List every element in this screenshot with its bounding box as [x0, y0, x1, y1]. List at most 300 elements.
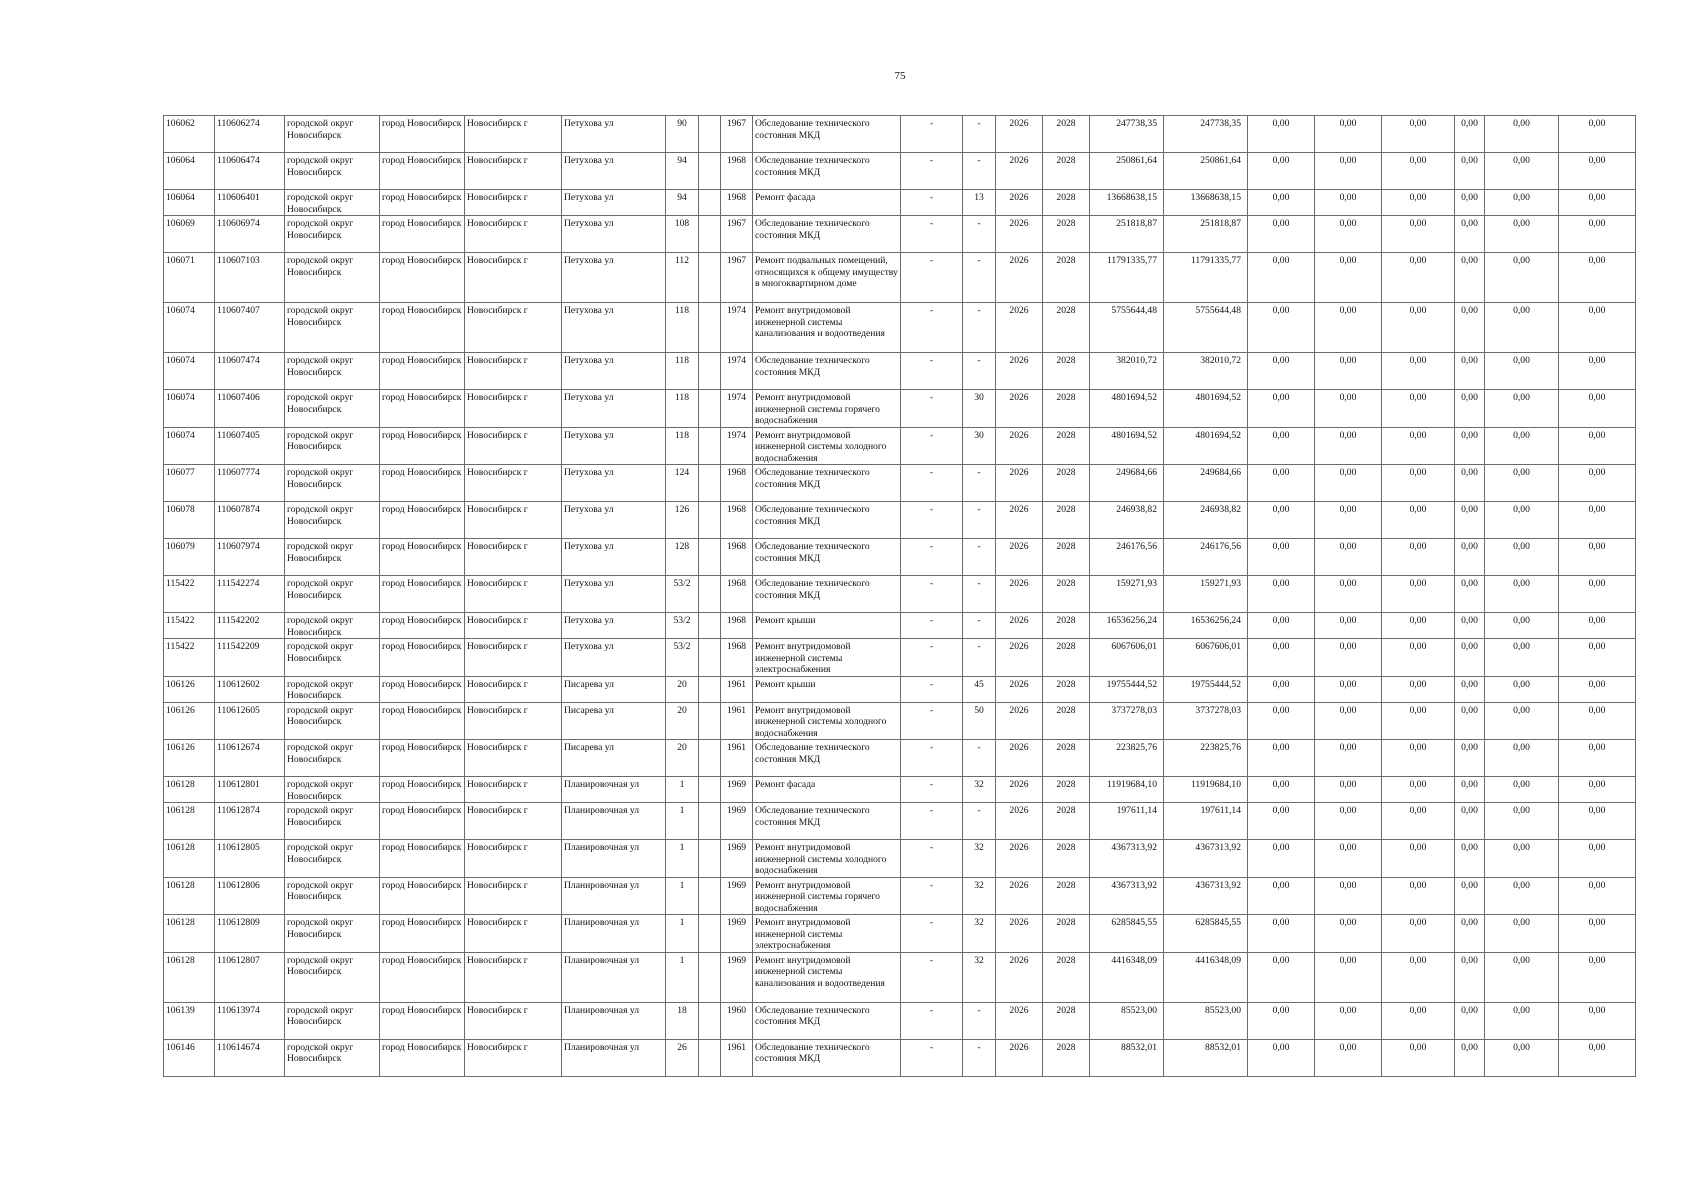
table-row [164, 216, 1636, 253]
cell-amount-3: 0,00 [1382, 676, 1455, 702]
cell-amount-5: 0,00 [1485, 613, 1559, 639]
cell-year: 1968 [721, 576, 753, 613]
cell-district: городской округ Новосибирск [285, 1002, 380, 1039]
table-row [164, 840, 1636, 878]
cell-district: городской округ Новосибирск [285, 539, 380, 576]
cell-amount-1: 0,00 [1248, 190, 1315, 216]
cell-municipality: город Новосибирск [380, 116, 465, 153]
cell-amount-5: 0,00 [1485, 777, 1559, 803]
cell-wear-percent: 50 [963, 702, 996, 740]
cell-volume: - [901, 153, 963, 190]
table-row [164, 390, 1636, 428]
cell-wear-percent: - [963, 216, 996, 253]
cell-city: Новосибирск г [465, 153, 562, 190]
cell-object-id: 106139 [164, 1002, 215, 1039]
cell-amount-1: 0,00 [1248, 1039, 1315, 1076]
cell-district: городской округ Новосибирск [285, 702, 380, 740]
cell-amount-3: 0,00 [1382, 303, 1455, 353]
cell-amount-6: 0,00 [1559, 702, 1636, 740]
cell-amount-1: 0,00 [1248, 915, 1315, 953]
cell-amount-1: 0,00 [1248, 539, 1315, 576]
table-row [164, 502, 1636, 539]
cell-work-code: 110612874 [215, 803, 285, 840]
cell-work-code: 110612674 [215, 740, 285, 777]
cell-start-year: 2026 [996, 427, 1043, 465]
cell-work-code: 110606274 [215, 116, 285, 153]
cell-cost: 88532,01 [1090, 1039, 1164, 1076]
cell-total-cost: 251818,87 [1164, 216, 1248, 253]
cell-volume: - [901, 702, 963, 740]
cell-volume: - [901, 539, 963, 576]
cell-street: Петухова ул [562, 576, 666, 613]
cell-amount-2: 0,00 [1315, 777, 1382, 803]
cell-amount-4: 0,00 [1455, 253, 1485, 303]
cell-amount-2: 0,00 [1315, 1002, 1382, 1039]
cell-volume: - [901, 1039, 963, 1076]
cell-year: 1961 [721, 702, 753, 740]
cell-object-id: 106128 [164, 952, 215, 1002]
cell-volume: - [901, 576, 963, 613]
cell-amount-6: 0,00 [1559, 153, 1636, 190]
cell-amount-3: 0,00 [1382, 915, 1455, 953]
cell-amount-4: 0,00 [1455, 840, 1485, 878]
cell-amount-3: 0,00 [1382, 539, 1455, 576]
cell-amount-4: 0,00 [1455, 153, 1485, 190]
cell-amount-3: 0,00 [1382, 877, 1455, 915]
cell-work-code: 110607774 [215, 465, 285, 502]
cell-total-cost: 4367313,92 [1164, 877, 1248, 915]
cell-work-code: 110607974 [215, 539, 285, 576]
cell-amount-5: 0,00 [1485, 539, 1559, 576]
cell-house: 118 [666, 427, 699, 465]
cell-wear-percent: - [963, 576, 996, 613]
cell-start-year: 2026 [996, 390, 1043, 428]
cell-amount-4: 0,00 [1455, 427, 1485, 465]
cell-cost: 6067606,01 [1090, 639, 1164, 677]
cell-city: Новосибирск г [465, 613, 562, 639]
cell-volume: - [901, 613, 963, 639]
cell-cost: 4801694,52 [1090, 390, 1164, 428]
table-row [164, 613, 1636, 639]
cell-object-id: 106128 [164, 915, 215, 953]
cell-amount-3: 0,00 [1382, 613, 1455, 639]
cell-cost: 249684,66 [1090, 465, 1164, 502]
cell-district: городской округ Новосибирск [285, 303, 380, 353]
cell-work-code: 110607474 [215, 353, 285, 390]
cell-district: городской округ Новосибирск [285, 353, 380, 390]
cell-wear-percent: - [963, 303, 996, 353]
cell-total-cost: 382010,72 [1164, 353, 1248, 390]
cell-end-year: 2028 [1043, 427, 1090, 465]
cell-end-year: 2028 [1043, 613, 1090, 639]
cell-amount-3: 0,00 [1382, 465, 1455, 502]
cell-amount-4: 0,00 [1455, 390, 1485, 428]
cell-cost: 11919684,10 [1090, 777, 1164, 803]
cell-district: городской округ Новосибирск [285, 740, 380, 777]
cell-end-year: 2028 [1043, 740, 1090, 777]
cell-total-cost: 159271,93 [1164, 576, 1248, 613]
cell-amount-5: 0,00 [1485, 877, 1559, 915]
repair-program-table [163, 115, 1636, 1077]
cell-street: Петухова ул [562, 427, 666, 465]
cell-amount-4: 0,00 [1455, 952, 1485, 1002]
cell-house: 53/2 [666, 639, 699, 677]
cell-volume: - [901, 303, 963, 353]
table-row [164, 116, 1636, 153]
cell-building [699, 427, 721, 465]
cell-amount-6: 0,00 [1559, 777, 1636, 803]
cell-amount-1: 0,00 [1248, 613, 1315, 639]
cell-house: 53/2 [666, 576, 699, 613]
cell-district: городской округ Новосибирск [285, 613, 380, 639]
cell-work-type: Ремонт внутридомовой инженерной системы канализования и водоотведения [753, 303, 901, 353]
table-row [164, 952, 1636, 1002]
cell-amount-6: 0,00 [1559, 740, 1636, 777]
cell-cost: 11791335,77 [1090, 253, 1164, 303]
cell-wear-percent: - [963, 1002, 996, 1039]
table-row [164, 877, 1636, 915]
cell-work-type: Ремонт внутридомовой инженерной системы холодного водоснабжения [753, 427, 901, 465]
cell-municipality: город Новосибирск [380, 216, 465, 253]
table-row [164, 1002, 1636, 1039]
cell-amount-2: 0,00 [1315, 740, 1382, 777]
cell-wear-percent: - [963, 153, 996, 190]
cell-end-year: 2028 [1043, 877, 1090, 915]
cell-volume: - [901, 116, 963, 153]
cell-building [699, 116, 721, 153]
cell-total-cost: 249684,66 [1164, 465, 1248, 502]
cell-end-year: 2028 [1043, 253, 1090, 303]
cell-amount-4: 0,00 [1455, 216, 1485, 253]
cell-work-type: Обследование технического состояния МКД [753, 539, 901, 576]
cell-amount-2: 0,00 [1315, 952, 1382, 1002]
cell-municipality: город Новосибирск [380, 877, 465, 915]
table-row [164, 303, 1636, 353]
cell-district: городской округ Новосибирск [285, 777, 380, 803]
cell-amount-6: 0,00 [1559, 915, 1636, 953]
cell-end-year: 2028 [1043, 153, 1090, 190]
cell-year: 1969 [721, 840, 753, 878]
cell-work-type: Ремонт внутридомовой инженерной системы горячего водоснабжения [753, 390, 901, 428]
cell-end-year: 2028 [1043, 702, 1090, 740]
table-row [164, 153, 1636, 190]
cell-volume: - [901, 465, 963, 502]
cell-cost: 247738,35 [1090, 116, 1164, 153]
table-row [164, 1039, 1636, 1076]
cell-total-cost: 197611,14 [1164, 803, 1248, 840]
cell-city: Новосибирск г [465, 502, 562, 539]
cell-building [699, 353, 721, 390]
cell-amount-2: 0,00 [1315, 1039, 1382, 1076]
cell-amount-2: 0,00 [1315, 915, 1382, 953]
cell-house: 1 [666, 952, 699, 1002]
cell-work-type: Обследование технического состояния МКД [753, 803, 901, 840]
cell-amount-5: 0,00 [1485, 216, 1559, 253]
cell-municipality: город Новосибирск [380, 702, 465, 740]
cell-total-cost: 85523,00 [1164, 1002, 1248, 1039]
cell-wear-percent: - [963, 539, 996, 576]
cell-amount-1: 0,00 [1248, 253, 1315, 303]
cell-wear-percent: 30 [963, 427, 996, 465]
cell-amount-3: 0,00 [1382, 190, 1455, 216]
cell-building [699, 952, 721, 1002]
cell-amount-2: 0,00 [1315, 153, 1382, 190]
cell-cost: 4367313,92 [1090, 840, 1164, 878]
cell-year: 1968 [721, 153, 753, 190]
cell-work-type: Обследование технического состояния МКД [753, 1039, 901, 1076]
cell-district: городской округ Новосибирск [285, 427, 380, 465]
cell-building [699, 803, 721, 840]
cell-cost: 85523,00 [1090, 1002, 1164, 1039]
cell-amount-3: 0,00 [1382, 390, 1455, 428]
cell-volume: - [901, 427, 963, 465]
cell-amount-6: 0,00 [1559, 639, 1636, 677]
cell-municipality: город Новосибирск [380, 803, 465, 840]
cell-volume: - [901, 502, 963, 539]
cell-year: 1968 [721, 502, 753, 539]
cell-amount-1: 0,00 [1248, 740, 1315, 777]
cell-amount-4: 0,00 [1455, 502, 1485, 539]
cell-amount-2: 0,00 [1315, 502, 1382, 539]
cell-house: 94 [666, 190, 699, 216]
cell-municipality: город Новосибирск [380, 353, 465, 390]
cell-amount-5: 0,00 [1485, 676, 1559, 702]
cell-amount-2: 0,00 [1315, 353, 1382, 390]
cell-end-year: 2028 [1043, 116, 1090, 153]
cell-amount-6: 0,00 [1559, 613, 1636, 639]
cell-building [699, 877, 721, 915]
cell-end-year: 2028 [1043, 539, 1090, 576]
cell-volume: - [901, 740, 963, 777]
cell-work-type: Обследование технического состояния МКД [753, 216, 901, 253]
cell-amount-2: 0,00 [1315, 877, 1382, 915]
cell-house: 108 [666, 216, 699, 253]
cell-amount-3: 0,00 [1382, 777, 1455, 803]
cell-district: городской округ Новосибирск [285, 915, 380, 953]
cell-end-year: 2028 [1043, 303, 1090, 353]
cell-object-id: 106074 [164, 303, 215, 353]
cell-house: 20 [666, 676, 699, 702]
cell-work-type: Ремонт внутридомовой инженерной системы электроснабжения [753, 915, 901, 953]
cell-start-year: 2026 [996, 702, 1043, 740]
cell-work-code: 110612602 [215, 676, 285, 702]
cell-work-type: Обследование технического состояния МКД [753, 353, 901, 390]
cell-cost: 4801694,52 [1090, 427, 1164, 465]
cell-amount-4: 0,00 [1455, 1039, 1485, 1076]
cell-work-code: 110612801 [215, 777, 285, 803]
cell-work-code: 110607103 [215, 253, 285, 303]
cell-volume: - [901, 190, 963, 216]
cell-volume: - [901, 216, 963, 253]
cell-street: Планировочная ул [562, 840, 666, 878]
cell-wear-percent: 32 [963, 840, 996, 878]
cell-end-year: 2028 [1043, 190, 1090, 216]
cell-amount-3: 0,00 [1382, 639, 1455, 677]
cell-city: Новосибирск г [465, 303, 562, 353]
cell-object-id: 115422 [164, 576, 215, 613]
cell-cost: 382010,72 [1090, 353, 1164, 390]
cell-work-type: Ремонт внутридомовой инженерной системы электроснабжения [753, 639, 901, 677]
cell-amount-5: 0,00 [1485, 915, 1559, 953]
cell-amount-3: 0,00 [1382, 1039, 1455, 1076]
cell-amount-5: 0,00 [1485, 303, 1559, 353]
cell-building [699, 576, 721, 613]
cell-amount-2: 0,00 [1315, 253, 1382, 303]
cell-total-cost: 4416348,09 [1164, 952, 1248, 1002]
cell-year: 1967 [721, 216, 753, 253]
cell-municipality: город Новосибирск [380, 390, 465, 428]
cell-work-type: Обследование технического состояния МКД [753, 465, 901, 502]
cell-street: Писарева ул [562, 676, 666, 702]
cell-city: Новосибирск г [465, 777, 562, 803]
cell-street: Планировочная ул [562, 877, 666, 915]
cell-house: 1 [666, 803, 699, 840]
cell-year: 1960 [721, 1002, 753, 1039]
cell-wear-percent: - [963, 465, 996, 502]
cell-street: Петухова ул [562, 465, 666, 502]
cell-start-year: 2026 [996, 740, 1043, 777]
cell-volume: - [901, 877, 963, 915]
cell-year: 1974 [721, 353, 753, 390]
cell-street: Планировочная ул [562, 803, 666, 840]
cell-amount-2: 0,00 [1315, 840, 1382, 878]
cell-wear-percent: - [963, 740, 996, 777]
cell-amount-2: 0,00 [1315, 190, 1382, 216]
cell-total-cost: 247738,35 [1164, 116, 1248, 153]
cell-amount-5: 0,00 [1485, 116, 1559, 153]
cell-object-id: 106074 [164, 390, 215, 428]
cell-district: городской округ Новосибирск [285, 676, 380, 702]
cell-city: Новосибирск г [465, 702, 562, 740]
cell-municipality: город Новосибирск [380, 539, 465, 576]
cell-work-type: Обследование технического состояния МКД [753, 153, 901, 190]
table-body [164, 116, 1636, 1077]
cell-amount-2: 0,00 [1315, 576, 1382, 613]
cell-street: Писарева ул [562, 702, 666, 740]
cell-amount-2: 0,00 [1315, 216, 1382, 253]
cell-start-year: 2026 [996, 502, 1043, 539]
cell-city: Новосибирск г [465, 427, 562, 465]
cell-wear-percent: - [963, 253, 996, 303]
cell-work-type: Ремонт фасада [753, 777, 901, 803]
cell-street: Петухова ул [562, 190, 666, 216]
cell-street: Планировочная ул [562, 952, 666, 1002]
cell-wear-percent: 30 [963, 390, 996, 428]
cell-wear-percent: 13 [963, 190, 996, 216]
cell-amount-6: 0,00 [1559, 465, 1636, 502]
cell-start-year: 2026 [996, 952, 1043, 1002]
cell-volume: - [901, 1002, 963, 1039]
cell-start-year: 2026 [996, 676, 1043, 702]
cell-district: городской округ Новосибирск [285, 116, 380, 153]
cell-work-code: 110612807 [215, 952, 285, 1002]
cell-year: 1968 [721, 639, 753, 677]
cell-work-code: 110607406 [215, 390, 285, 428]
cell-amount-1: 0,00 [1248, 153, 1315, 190]
cell-amount-4: 0,00 [1455, 777, 1485, 803]
cell-municipality: город Новосибирск [380, 1039, 465, 1076]
cell-work-code: 110612806 [215, 877, 285, 915]
table-row [164, 253, 1636, 303]
table-row [164, 915, 1636, 953]
cell-wear-percent: - [963, 502, 996, 539]
cell-work-code: 111542274 [215, 576, 285, 613]
cell-municipality: город Новосибирск [380, 153, 465, 190]
cell-city: Новосибирск г [465, 915, 562, 953]
cell-amount-4: 0,00 [1455, 803, 1485, 840]
cell-object-id: 106069 [164, 216, 215, 253]
cell-amount-3: 0,00 [1382, 427, 1455, 465]
cell-amount-4: 0,00 [1455, 702, 1485, 740]
cell-amount-6: 0,00 [1559, 1039, 1636, 1076]
cell-total-cost: 223825,76 [1164, 740, 1248, 777]
cell-district: городской округ Новосибирск [285, 465, 380, 502]
cell-municipality: город Новосибирск [380, 676, 465, 702]
cell-year: 1969 [721, 877, 753, 915]
cell-object-id: 115422 [164, 613, 215, 639]
cell-start-year: 2026 [996, 915, 1043, 953]
cell-street: Петухова ул [562, 353, 666, 390]
cell-amount-3: 0,00 [1382, 1002, 1455, 1039]
cell-amount-6: 0,00 [1559, 840, 1636, 878]
cell-municipality: город Новосибирск [380, 639, 465, 677]
cell-city: Новосибирск г [465, 216, 562, 253]
cell-city: Новосибирск г [465, 465, 562, 502]
cell-end-year: 2028 [1043, 952, 1090, 1002]
cell-end-year: 2028 [1043, 1039, 1090, 1076]
table-row [164, 639, 1636, 677]
cell-building [699, 702, 721, 740]
cell-wear-percent: - [963, 613, 996, 639]
cell-house: 1 [666, 877, 699, 915]
table-row [164, 465, 1636, 502]
cell-district: городской округ Новосибирск [285, 216, 380, 253]
cell-total-cost: 19755444,52 [1164, 676, 1248, 702]
cell-house: 53/2 [666, 613, 699, 639]
cell-work-code: 110612605 [215, 702, 285, 740]
cell-house: 20 [666, 740, 699, 777]
cell-district: городской округ Новосибирск [285, 576, 380, 613]
cell-total-cost: 250861,64 [1164, 153, 1248, 190]
cell-cost: 4367313,92 [1090, 877, 1164, 915]
cell-volume: - [901, 639, 963, 677]
cell-amount-5: 0,00 [1485, 502, 1559, 539]
cell-work-code: 110612805 [215, 840, 285, 878]
cell-amount-1: 0,00 [1248, 116, 1315, 153]
cell-district: городской округ Новосибирск [285, 803, 380, 840]
cell-amount-3: 0,00 [1382, 803, 1455, 840]
cell-house: 1 [666, 915, 699, 953]
cell-end-year: 2028 [1043, 840, 1090, 878]
cell-house: 18 [666, 1002, 699, 1039]
cell-year: 1967 [721, 253, 753, 303]
cell-amount-1: 0,00 [1248, 702, 1315, 740]
cell-amount-6: 0,00 [1559, 952, 1636, 1002]
cell-wear-percent: 45 [963, 676, 996, 702]
cell-amount-3: 0,00 [1382, 116, 1455, 153]
cell-district: городской округ Новосибирск [285, 952, 380, 1002]
cell-year: 1961 [721, 1039, 753, 1076]
table-row [164, 676, 1636, 702]
cell-total-cost: 246938,82 [1164, 502, 1248, 539]
cell-work-type: Ремонт внутридомовой инженерной системы холодного водоснабжения [753, 702, 901, 740]
cell-city: Новосибирск г [465, 803, 562, 840]
cell-building [699, 502, 721, 539]
cell-amount-5: 0,00 [1485, 639, 1559, 677]
cell-object-id: 106126 [164, 676, 215, 702]
cell-amount-6: 0,00 [1559, 190, 1636, 216]
cell-building [699, 676, 721, 702]
